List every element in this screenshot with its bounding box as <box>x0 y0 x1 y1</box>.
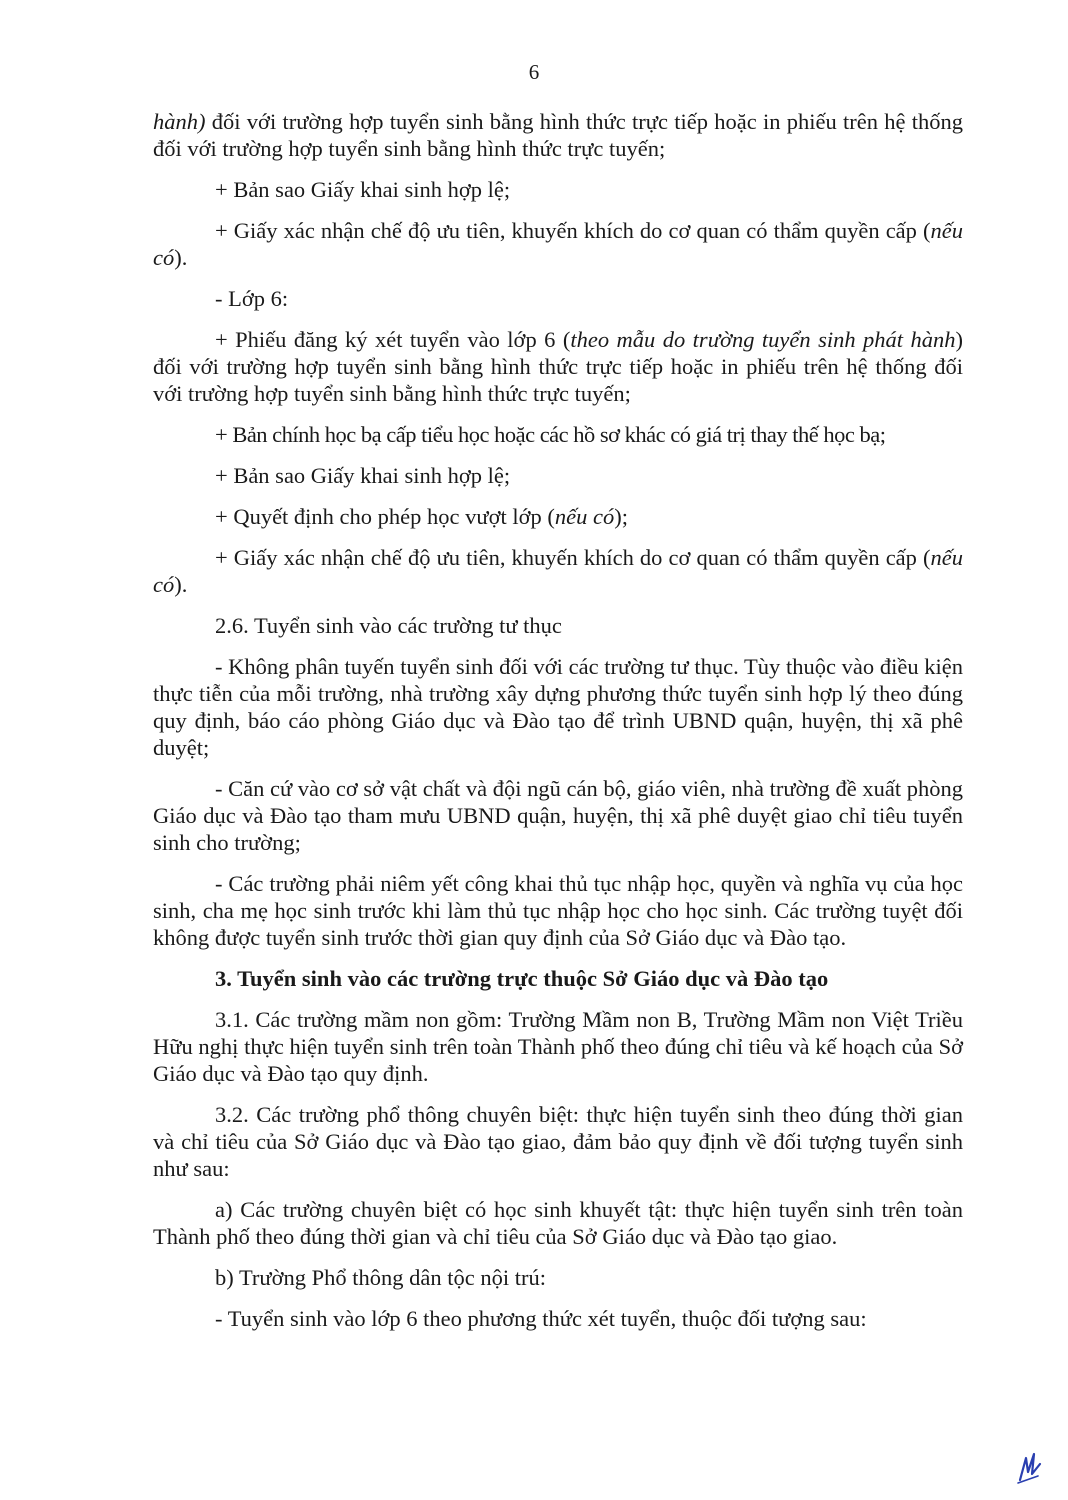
italic-text: hành) <box>153 109 206 134</box>
paragraph-text: đối với trường hợp tuyển sinh bằng hình thức trực tiếp hoặc in phiếu trên hệ thống đối với trường hợp tuyển sinh bằng hình thức trực tuyến; <box>153 109 963 161</box>
paragraph-text: a) Các trường chuyên biệt có học sinh khuyết tật: thực hiện tuyển sinh trên toàn Thành phố theo đúng thời gian và chỉ tiêu của Sở Giáo dục và Đào tạo giao. <box>153 1197 963 1249</box>
paragraph <box>153 870 963 951</box>
paragraph <box>153 108 963 162</box>
document-body <box>153 108 963 1346</box>
paragraph-suffix: ). <box>174 245 188 270</box>
paragraph <box>153 176 963 203</box>
heading-text: 3. Tuyển sinh vào các trường trực thuộc Sở Giáo dục và Đào tạo <box>215 966 829 991</box>
italic-text: theo mẫu do trường tuyển sinh phát hành <box>570 327 956 352</box>
paragraph-text: 3.1. Các trường mầm non gồm: Trường Mầm non B, Trường Mầm non Việt Triều Hữu nghị thực hiện tuyển sinh trên toàn Thành phố theo đúng chỉ tiêu và kế hoạch của Sở Giáo dục và Đào tạo quy định. <box>153 1007 963 1086</box>
paragraph <box>153 544 963 598</box>
paragraph <box>153 1101 963 1182</box>
paragraph-text: - Căn cứ vào cơ sở vật chất và đội ngũ cán bộ, giáo viên, nhà trường đề xuất phòng Giáo dục và Đào tạo tham mưu UBND quận, huyện, thị xã phê duyệt giao chỉ tiêu tuyển sinh cho trường; <box>153 776 964 855</box>
italic-text: nếu có <box>554 504 615 529</box>
paragraph <box>153 462 963 489</box>
italic-text: nếu có <box>153 545 963 597</box>
italic-text: nếu có <box>153 218 963 270</box>
paragraph-text: - Không phân tuyến tuyển sinh đối với các trường tư thục. Tùy thuộc vào điều kiện thực tiễn của mỗi trường, nhà trường xây dựng phương thức tuyển sinh hợp lý theo đúng quy định, báo cáo phòng Giáo dục và Đào tạo để trình UBND quận, huyện, thị xã phê duyệt; <box>153 654 963 760</box>
paragraph-suffix: ) đối với trường hợp tuyển sinh bằng hình thức trực tiếp hoặc in phiếu trên hệ thống đối với trường hợp tuyển sinh bằng hình thức trực tuyến; <box>153 327 964 406</box>
initials-mark-icon <box>1014 1450 1044 1486</box>
page-number: 6 <box>528 60 540 84</box>
paragraph <box>153 1264 963 1291</box>
paragraph-suffix: ). <box>174 572 188 597</box>
paragraph-text: + Phiếu đăng ký xét tuyển vào lớp 6 ( <box>215 327 571 352</box>
paragraph <box>153 503 963 530</box>
paragraph <box>153 326 963 407</box>
paragraph <box>153 1305 963 1332</box>
paragraph-text: - Tuyển sinh vào lớp 6 theo phương thức xét tuyển, thuộc đối tượng sau: <box>215 1306 867 1331</box>
paragraph-text: + Bản sao Giấy khai sinh hợp lệ; <box>215 463 511 488</box>
paragraph-text: - Lớp 6: <box>215 286 289 311</box>
paragraph-text: + Giấy xác nhận chế độ ưu tiên, khuyến khích do cơ quan có thẩm quyền cấp ( <box>215 545 931 570</box>
paragraph-text: 3.2. Các trường phổ thông chuyên biệt: thực hiện tuyển sinh theo đúng thời gian và chỉ tiêu của Sở Giáo dục và Đào tạo giao, đảm bảo quy định về đối tượng tuyển sinh như sau: <box>153 1102 963 1181</box>
paragraph-text: + Bản sao Giấy khai sinh hợp lệ; <box>215 177 511 202</box>
paragraph <box>153 1196 963 1250</box>
paragraph <box>153 285 963 312</box>
paragraph-text: + Bản chính học bạ cấp tiểu học hoặc các hồ sơ khác có giá trị thay thế học bạ; <box>215 422 886 447</box>
section-heading <box>153 965 963 992</box>
paragraph <box>153 775 963 856</box>
paragraph <box>153 1006 963 1087</box>
paragraph-text: + Quyết định cho phép học vượt lớp ( <box>215 504 555 529</box>
paragraph <box>153 217 963 271</box>
paragraph-text: 2.6. Tuyển sinh vào các trường tư thục <box>215 613 562 638</box>
section-title <box>153 612 963 639</box>
paragraph-text: b) Trường Phổ thông dân tộc nội trú: <box>215 1265 546 1290</box>
paragraph-suffix: ); <box>614 504 628 529</box>
paragraph <box>153 653 963 761</box>
paragraph <box>153 421 963 448</box>
paragraph-text: + Giấy xác nhận chế độ ưu tiên, khuyến khích do cơ quan có thẩm quyền cấp ( <box>215 218 931 243</box>
paragraph-text: - Các trường phải niêm yết công khai thủ tục nhập học, quyền và nghĩa vụ của học sinh, cha mẹ học sinh trước khi làm thủ tục nhập học cho học sinh. Các trường tuyệt đối không được tuyển sinh trước thời gian quy định của Sở Giáo dục và Đào tạo. <box>153 871 963 950</box>
